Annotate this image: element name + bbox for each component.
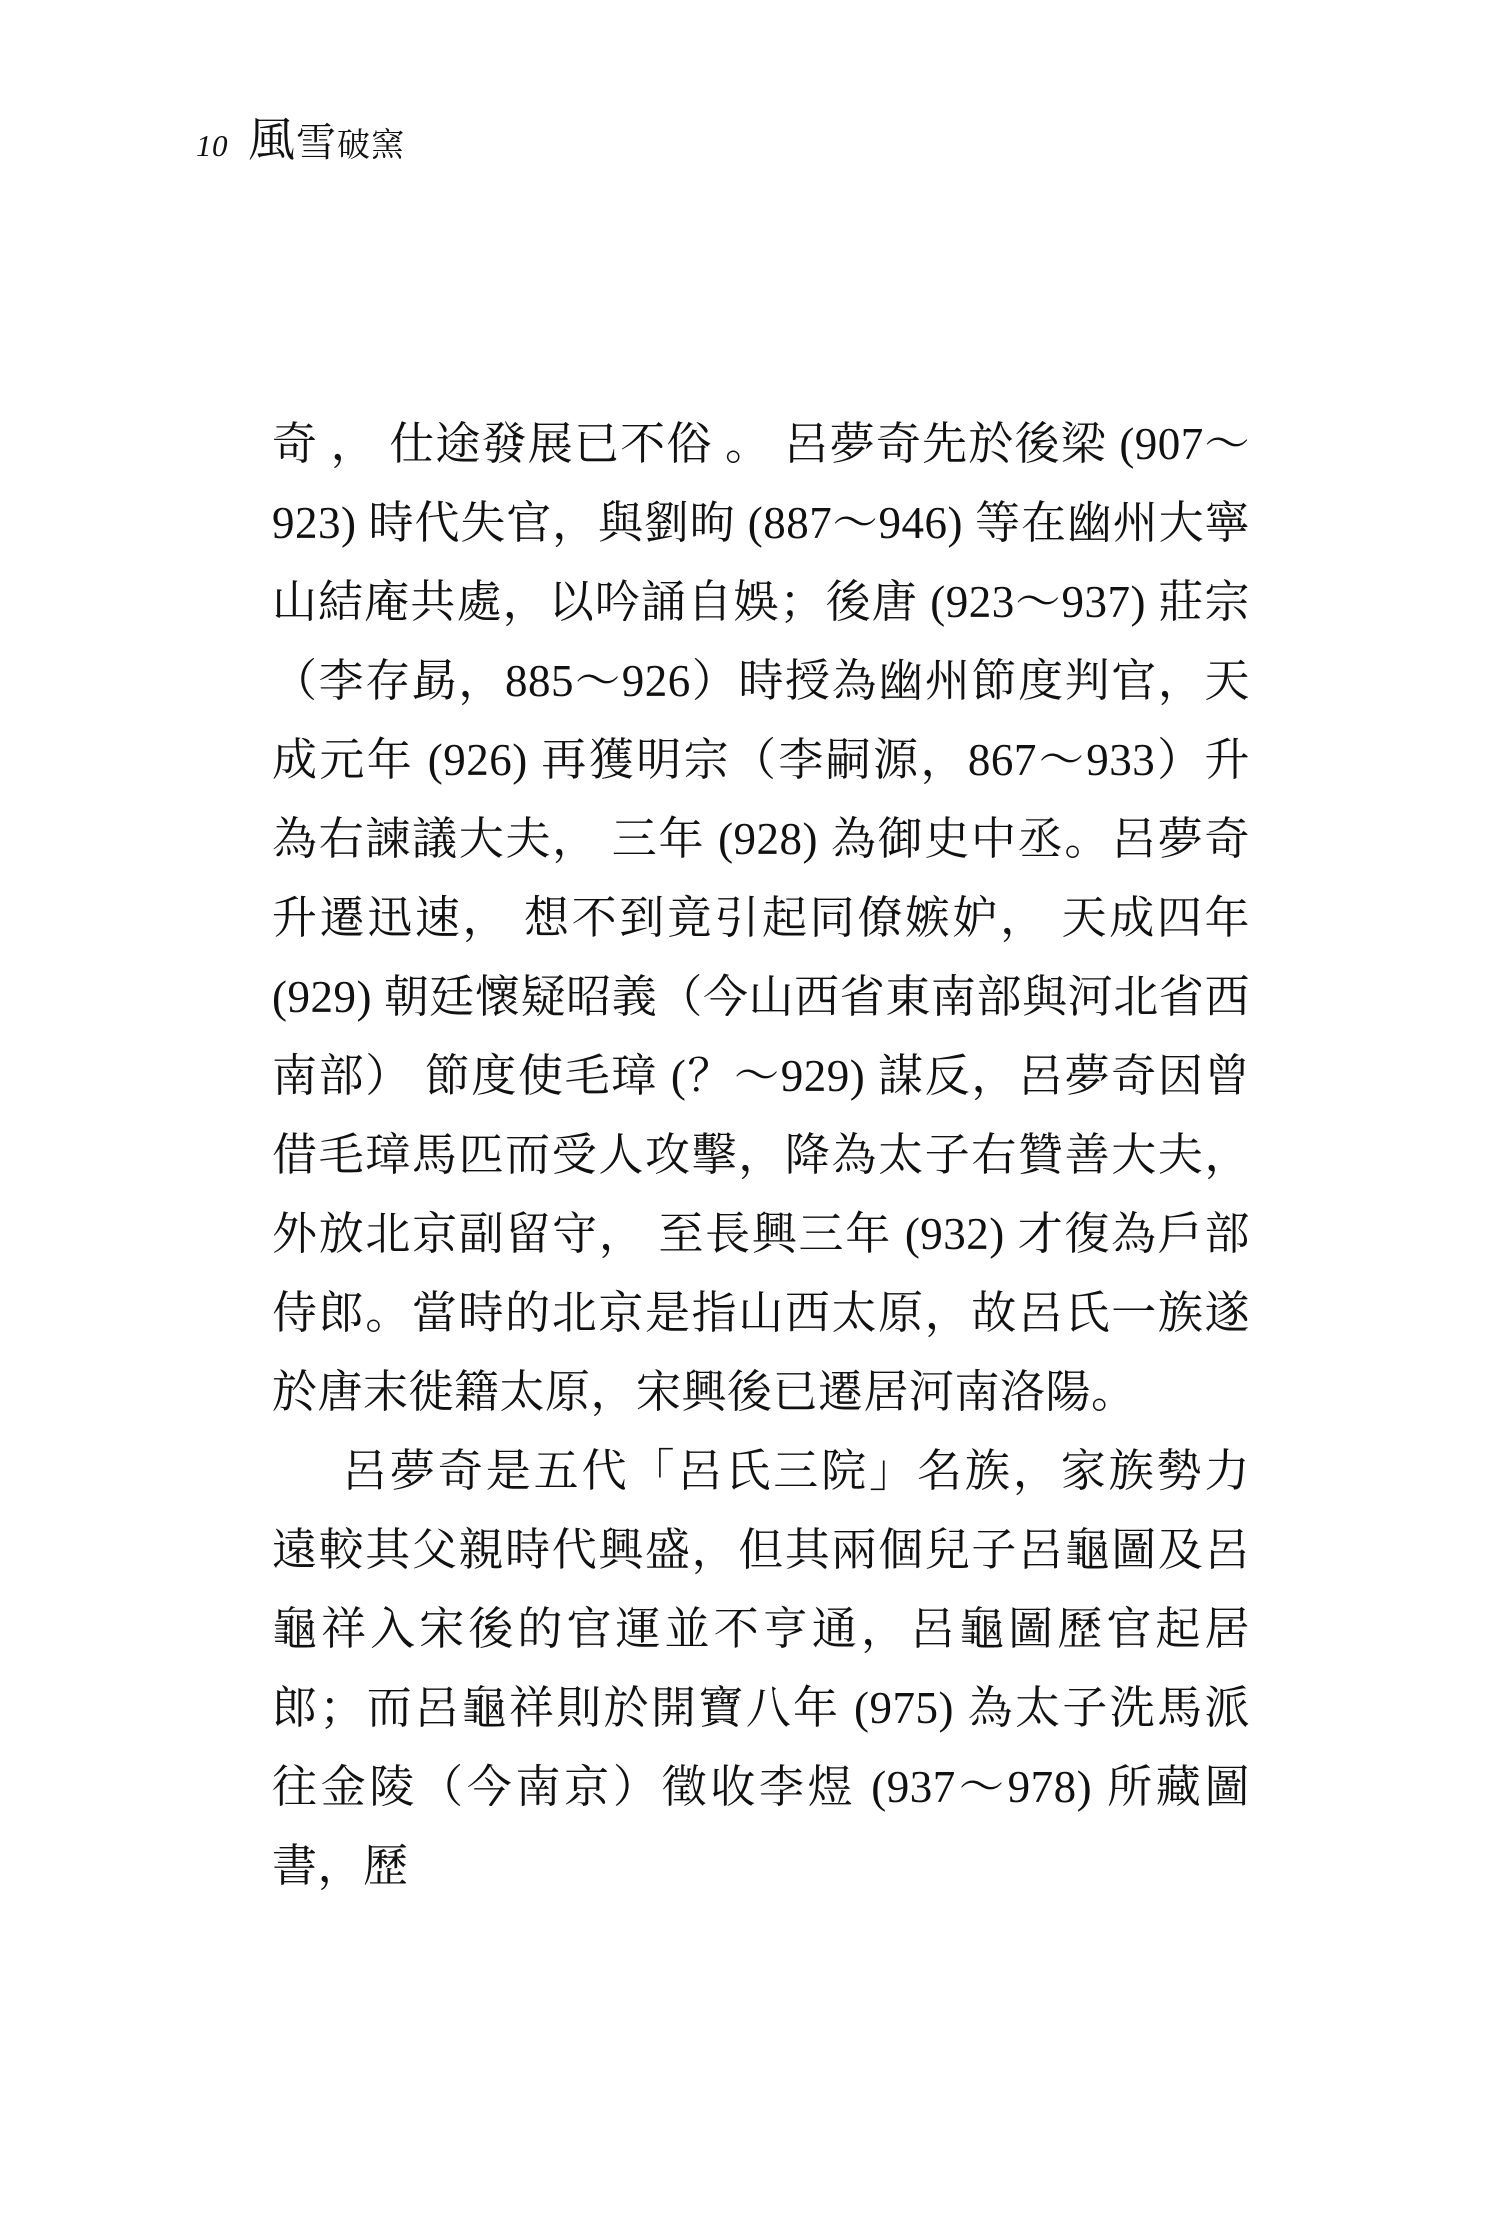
paragraph: 呂夢奇是五代「呂氏三院」名族，家族勢力遠較其父親時代興盛，但其兩個兒子呂龜圖及呂龜祥入宋後的官運並不亨通，呂龜圖歷官起居郎；而呂龜祥則於開寶八年 (975) 為太子洗馬派往金陵（今南京）徵收李煜 (937〜978) 所藏圖書，歷 <box>272 1446 1250 1891</box>
body-text <box>272 405 1250 1906</box>
running-title-char-2: 雪 <box>296 120 337 165</box>
page-number: 10 <box>196 128 228 163</box>
running-title-char-3: 破窯 <box>337 128 405 164</box>
running-title <box>248 115 405 167</box>
running-head <box>196 115 405 167</box>
running-title-char-1: 風 <box>248 115 296 167</box>
paragraph: 奇 ， 仕途發展已不俗 。 呂夢奇先於後梁 (907〜923) 時代失官，與劉昫 (887〜946) 等在幽州大寧山結庵共處，以吟誦自娛；後唐 (923〜937) 莊宗（李存勗，885〜926）時授為幽州節度判官，天成元年 (926) 再獲明宗（李嗣源，867〜933）升為右諫議大夫， 三年 (928) 為御史中丞。呂夢奇升遷迅速， 想不到竟引起同僚嫉妒， 天成四年 (929) 朝廷懷疑昭義（今山西省東南部與河北省西南部） 節度使毛璋 (？〜929) 謀反，呂夢奇因曾借毛璋馬匹而受人攻擊，降為太子右贊善大夫，外放北京副留守， 至長興三年 (932) 才復為戶部侍郎。當時的北京是指山西太原，故呂氏一族遂於唐末徙籍太原，宋興後已遷居河南洛陽。 <box>272 419 1250 1417</box>
